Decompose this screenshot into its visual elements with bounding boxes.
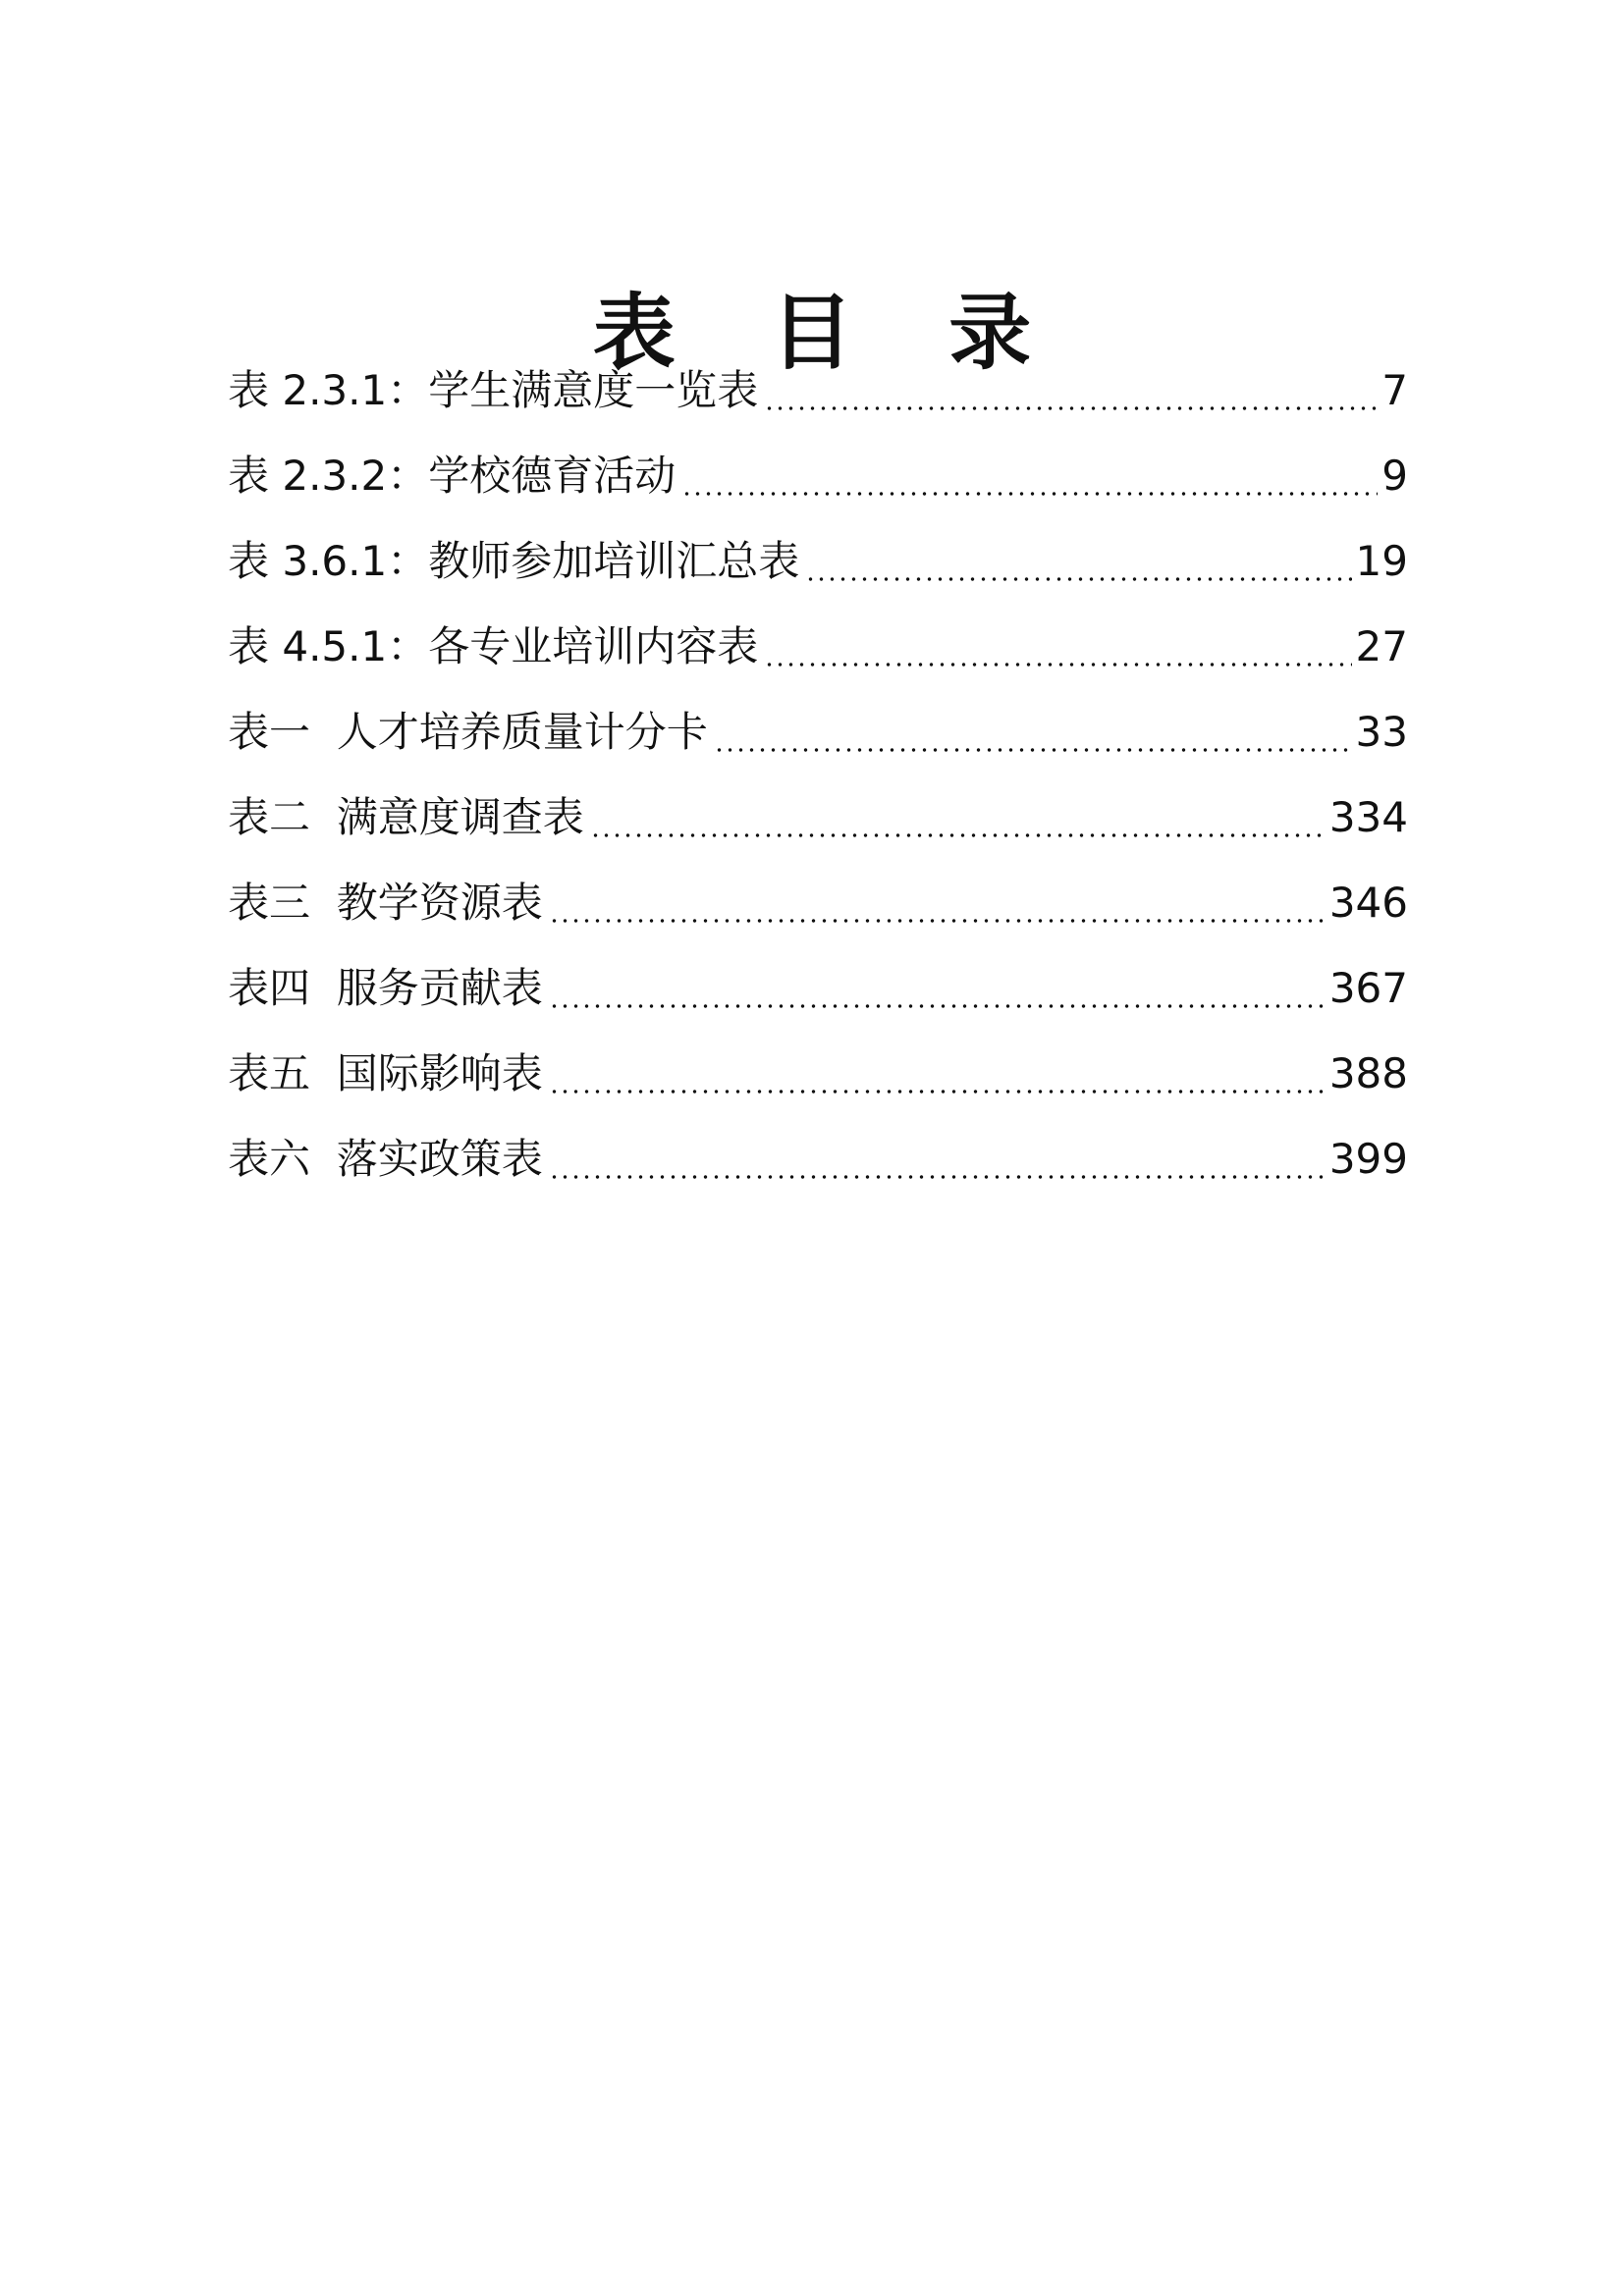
toc-dot-leader <box>764 663 1351 667</box>
toc-entry[interactable] <box>228 945 1408 1031</box>
toc-dot-leader <box>590 833 1326 837</box>
toc-entry[interactable] <box>228 689 1408 774</box>
toc-entry[interactable] <box>228 1031 1408 1116</box>
toc-entry-label: 表六 落实政策表 <box>228 1135 543 1183</box>
toc-entry-page: 399 <box>1328 1135 1408 1183</box>
toc-entry-page: 334 <box>1328 793 1408 841</box>
page-title: 表 目 录 <box>592 285 1065 382</box>
toc-entry-page: 33 <box>1355 708 1408 756</box>
toc-entry-page: 367 <box>1328 964 1408 1012</box>
toc-entry-label: 表 4.5.1：各专业培训内容表 <box>228 622 759 670</box>
toc-entry-label: 表三 教学资源表 <box>228 879 543 927</box>
toc-entry[interactable] <box>228 774 1408 860</box>
toc-entry-label: 表四 服务贡献表 <box>228 964 543 1012</box>
toc-entry[interactable] <box>228 860 1408 945</box>
toc-dot-leader <box>549 1175 1326 1179</box>
toc-entry-label: 表 2.3.2：学校德育活动 <box>228 452 677 500</box>
toc-dot-leader <box>549 919 1326 923</box>
toc-entry-page: 7 <box>1381 366 1408 414</box>
toc-entry-label: 表 2.3.1：学生满意度一览表 <box>228 366 759 414</box>
toc-entry[interactable] <box>228 1116 1408 1201</box>
toc-entry[interactable] <box>228 347 1408 433</box>
toc-dot-leader <box>764 406 1378 410</box>
toc-dot-leader <box>549 1090 1326 1094</box>
toc-entry-page: 346 <box>1328 879 1408 927</box>
toc-entry-label: 表 3.6.1：教师参加培训汇总表 <box>228 537 800 585</box>
toc-entry-page: 9 <box>1381 452 1408 500</box>
toc-dot-leader <box>549 1004 1326 1008</box>
table-of-contents-list <box>228 347 1408 1201</box>
toc-entry-page: 19 <box>1355 537 1408 585</box>
toc-entry-page: 388 <box>1328 1049 1408 1097</box>
toc-dot-leader <box>681 492 1378 496</box>
toc-entry[interactable] <box>228 518 1408 604</box>
toc-entry[interactable] <box>228 604 1408 689</box>
toc-entry-page: 27 <box>1355 622 1408 670</box>
toc-dot-leader <box>714 748 1352 752</box>
toc-entry-label: 表一 人才培养质量计分卡 <box>228 708 708 756</box>
toc-entry-label: 表五 国际影响表 <box>228 1049 543 1097</box>
toc-dot-leader <box>805 577 1351 581</box>
toc-entry-label: 表二 满意度调查表 <box>228 793 584 841</box>
toc-entry[interactable] <box>228 433 1408 518</box>
